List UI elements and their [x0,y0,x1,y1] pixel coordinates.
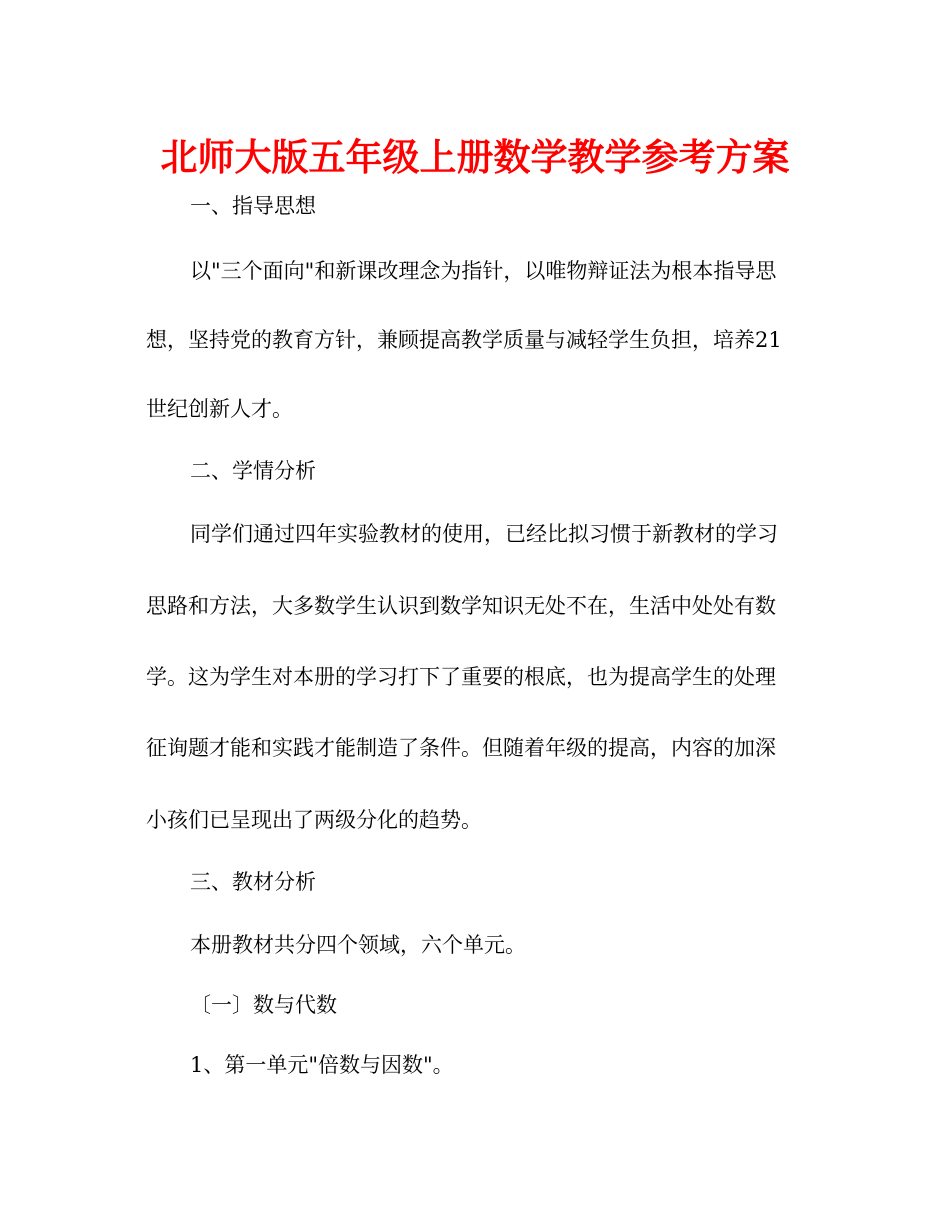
paragraph-line: 思路和方法，大多数学生认识到数学知识无处不在，生活中处处有数 [146,594,776,618]
paragraph-line: 同学们通过四年实验教材的使用，已经比拟习惯于新教材的学习 [190,522,778,546]
paragraph-line: 世纪创新人才。 [146,397,293,421]
paragraph-line: 本册教材共分四个领域，六个单元。 [190,933,526,957]
heading-guiding-ideology: 一、指导思想 [190,194,316,218]
paragraph-line: 想，坚持党的教育方针，兼顾提高教学质量与减轻学生负担，培养21 [146,328,782,352]
heading-textbook-analysis: 三、教材分析 [190,870,316,894]
paragraph-line: 1、第一单元"倍数与因数"。 [190,1053,454,1077]
paragraph-line: 学。这为学生对本册的学习打下了重要的根底，也为提高学生的处理 [146,665,776,689]
paragraph-line: 小孩们已呈现出了两级分化的趋势。 [146,808,482,832]
document-title: 北师大版五年级上册数学教学参考方案 [160,136,790,179]
heading-student-analysis: 二、学情分析 [190,459,316,483]
paragraph-line: 征询题才能和实践才能制造了条件。但随着年级的提高，内容的加深 [146,736,776,760]
paragraph-line: 以"三个面向"和新课改理念为指针，以唯物辩证法为根本指导思 [190,259,777,283]
subheading-number-algebra: 〔一〕数与代数 [190,993,337,1017]
